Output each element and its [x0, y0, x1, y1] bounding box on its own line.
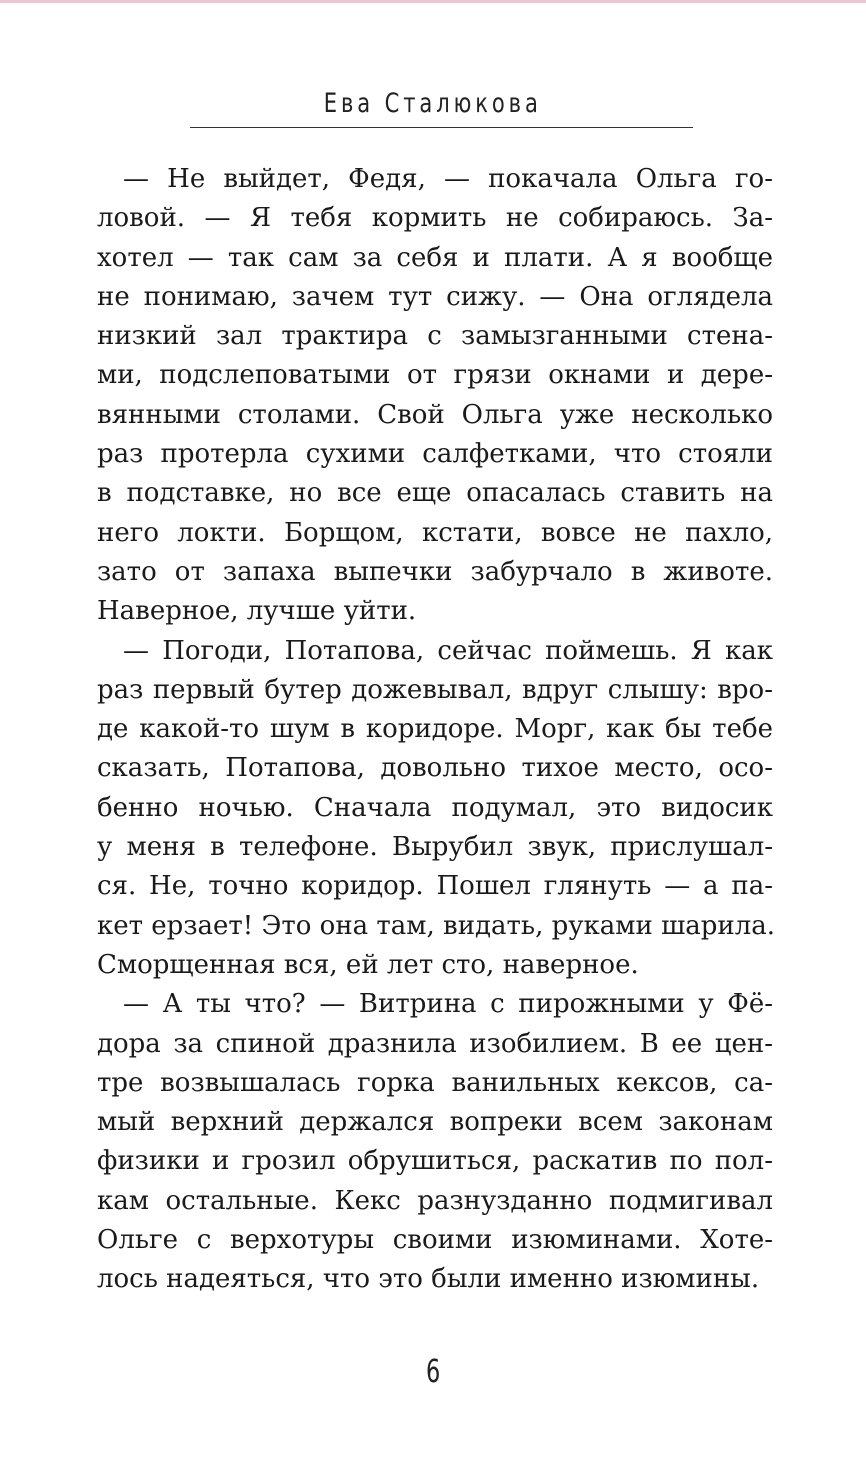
author-name: Ева Сталюкова — [323, 88, 543, 119]
text-line: кет ерзает! Это она там, видать, руками шарила. — [97, 910, 776, 941]
text-line: Наверное, лучше уйти. — [97, 596, 417, 627]
text-line: ми, подслеповатыми от грязи окнами и дере- — [97, 360, 773, 391]
text-line: физики и грозил обрушиться, раскатив по пол- — [97, 1146, 773, 1177]
text-line: мый верхний держался вопреки всем законам — [97, 1107, 773, 1138]
text-line: дора за спиной дразнила изобилием. В ее цен- — [97, 1028, 773, 1059]
text-line: Ольге с верхотуры своими изюминами. Хоте- — [97, 1225, 773, 1256]
text-line: — Не выйдет, Федя, — покачала Ольга го- — [123, 164, 773, 194]
text-line: низкий зал трактира с замызганными стена- — [97, 321, 773, 352]
text-line: — Погоди, Потапова, сейчас поймешь. Я как — [123, 635, 773, 666]
text-line: кам остальные. Кекс разнузданно подмигивал — [97, 1185, 773, 1216]
text-line: раз протерла сухими салфетками, что стояли — [97, 439, 773, 470]
running-header — [0, 88, 866, 119]
text-line: раз первый бутер дожевывал, вдруг слышу: вро- — [97, 674, 773, 705]
text-line: тре возвышалась горка ванильных кексов, са- — [97, 1067, 773, 1098]
body-text — [97, 160, 776, 1300]
header-rule — [190, 127, 693, 128]
text-line: зато от запаха выпечки забурчало в животе. — [97, 556, 773, 587]
text-line: у меня в телефоне. Вырубил звук, прислушал- — [97, 832, 773, 863]
text-line: де какой-то шум в коридоре. Морг, как бы тебе — [97, 714, 773, 745]
text-line: бенно ночью. Сначала подумал, это видосик — [97, 792, 773, 823]
text-line: ся. Не, точно коридор. Пошел глянуть — а па- — [97, 871, 773, 902]
text-line: в подставке, но все еще опасалась ставить на — [97, 478, 773, 509]
text-line: вянными столами. Свой Ольга уже несколько — [97, 399, 773, 430]
text-line: хотел — так сам за себя и плати. А я вообще — [97, 242, 773, 273]
text-line: Сморщенная вся, ей лет сто, наверное. — [97, 949, 639, 980]
page-number — [0, 1352, 866, 1390]
text-line: — А ты что? — Витрина с пирожными у Фё- — [123, 989, 773, 1020]
text-line: ловой. — Я тебя кормить не собираюсь. За- — [97, 203, 773, 234]
top-border — [0, 0, 866, 3]
text-line: лось надеяться, что это были именно изюмины. — [97, 1264, 760, 1295]
text-line: сказать, Потапова, довольно тихое место, осо- — [97, 753, 773, 784]
page-number-value: 6 — [425, 1352, 441, 1390]
text-line: не понимаю, зачем тут сижу. — Она оглядела — [97, 281, 773, 312]
text-line: него локти. Борщом, кстати, вовсе не пахло, — [97, 517, 773, 548]
